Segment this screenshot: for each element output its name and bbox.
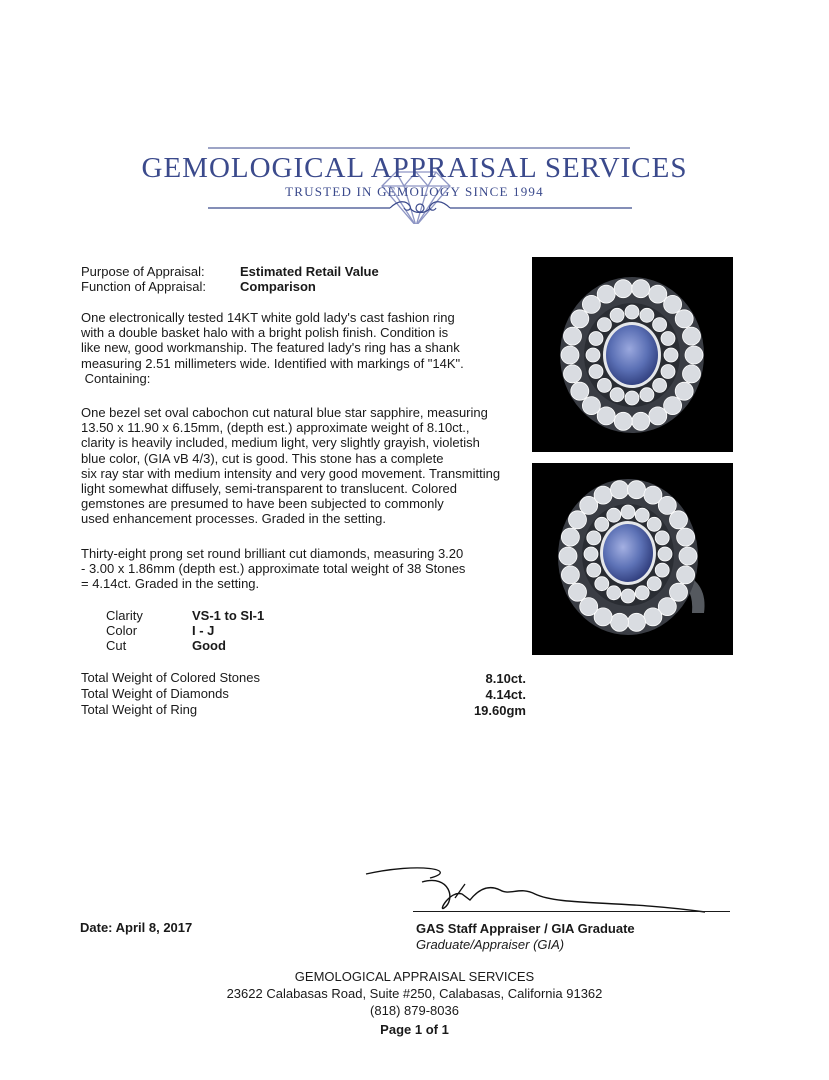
purpose-value: Estimated Retail Value [240,264,379,279]
halo-diamond [610,308,624,322]
halo-diamond [670,583,688,601]
halo-diamond [595,577,609,591]
halo-diamond [610,388,624,402]
ring-photo-top-view [532,257,733,452]
total-label: Total Weight of Colored Stones [81,670,260,685]
halo-diamond [655,531,669,545]
halo-diamond [658,496,676,514]
halo-diamond [670,511,688,529]
grade-label: Clarity [106,608,143,623]
halo-diamond [635,508,649,522]
ring-angled-view-image [532,463,733,655]
grade-value: I - J [192,623,215,638]
footer-phone: (818) 879-8036 [370,1003,459,1018]
halo-diamond [614,412,632,430]
halo-diamond [632,280,650,298]
halo-diamond [611,613,629,631]
halo-diamond [584,547,598,561]
halo-diamond [644,608,662,626]
total-value: 19.60gm [473,703,526,718]
halo-diamond [607,586,621,600]
signature-line [413,911,730,912]
halo-diamond [653,378,667,392]
halo-diamond [614,280,632,298]
halo-diamond [655,563,669,577]
halo-diamond [675,310,693,328]
halo-diamond [580,598,598,616]
halo-diamond [649,407,667,425]
halo-diamond [597,285,615,303]
halo-diamond [677,566,695,584]
halo-diamond [661,332,675,346]
halo-diamond [647,517,661,531]
company-name: GEMOLOGICAL APPRAISAL SERVICES [141,152,688,184]
grade-value: VS-1 to SI-1 [192,608,265,623]
sapphire-description: One bezel set oval cabochon cut natural blue star sapphire, measuring 13.50 x 11.90 x 6.15mm, (depth est.) approximate weight of 8.10ct., clarity is heavily included, medium light, very slightly grayish, violetish blue color, (GIA vB 4/3), cut is good. This stone has a complete six ray star with medium intensity and very good movement. Transmitting light somewhat diffusely, semi-transparent to translucent. Colored gemstones are presumed to have been subjected to commonly used enhancement processes. Graded in the setting. [81,405,501,527]
halo-diamond [653,318,667,332]
halo-diamond [635,586,649,600]
halo-diamond [621,505,635,519]
appraisal-date: Date: April 8, 2017 [80,920,193,935]
halo-diamond [594,486,612,504]
total-value: 8.10ct. [485,671,526,686]
halo-diamond [564,365,582,383]
scroll-ornament-icon [390,202,450,213]
halo-diamond [582,397,600,415]
halo-diamond [628,481,646,499]
halo-diamond [625,305,639,319]
halo-diamond [683,365,701,383]
company-tagline: TRUSTED IN GEMOLOGY SINCE 1994 [285,184,544,199]
halo-diamond [640,388,654,402]
appraiser-title: GAS Staff Appraiser / GIA Graduate [416,921,635,936]
halo-diamond [661,365,675,379]
halo-diamond [561,346,579,364]
halo-diamond [569,583,587,601]
function-value: Comparison [240,279,316,294]
ring-top-view-image [532,257,733,452]
halo-diamond [683,327,701,345]
total-label: Total Weight of Diamonds [81,686,229,701]
diamonds-description: Thirty-eight prong set round brilliant cut diamonds, measuring 3.20 - 3.00 x 1.86mm (depth est.) approximate total weight of 38 Stones = 4.14ct. Graded in the setting. [81,546,466,592]
halo-diamond [571,310,589,328]
halo-diamond [677,528,695,546]
footer-company: GEMOLOGICAL APPRAISAL SERVICES [294,969,535,984]
halo-diamond [561,528,579,546]
halo-diamond [587,531,601,545]
halo-diamond [589,365,603,379]
halo-diamond [675,382,693,400]
halo-diamond [595,517,609,531]
total-label: Total Weight of Ring [81,702,198,717]
halo-diamond [569,511,587,529]
grade-value: Good [192,638,226,653]
appraiser-subtitle: Graduate/Appraiser (GIA) [416,937,565,952]
halo-diamond [607,508,621,522]
ring-description: One electronically tested 14KT white gold lady's cast fashion ring with a double basket halo with a bright polish finish. Condition is like new, good workmanship. The featured lady's ring has a shank measuring 2.51 millimeters wide. Identified with markings of "14K". Containing: [81,310,464,386]
halo-diamond [632,412,650,430]
halo-diamond [561,566,579,584]
halo-diamond [571,382,589,400]
grade-label: Cut [106,638,127,653]
halo-diamond [658,547,672,561]
halo-diamond [664,348,678,362]
total-value: 4.14ct. [485,687,526,702]
halo-diamond [559,547,577,565]
purpose-label: Purpose of Appraisal: [81,264,205,279]
halo-diamond [597,318,611,332]
halo-diamond [564,327,582,345]
function-label: Function of Appraisal: [81,279,207,294]
halo-diamond [625,391,639,405]
halo-diamond [587,563,601,577]
halo-diamond [647,577,661,591]
grade-label: Color [106,623,138,638]
halo-diamond [586,348,600,362]
appraiser-signature [360,860,740,916]
halo-diamond [621,589,635,603]
halo-diamond [664,295,682,313]
page-number: Page 1 of 1 [380,1022,449,1037]
halo-diamond [611,481,629,499]
ring-photo-angled-view [532,463,733,655]
footer-address: 23622 Calabasas Road, Suite #250, Calabasas, California 91362 [226,986,603,1001]
halo-diamond [589,332,603,346]
halo-diamond [640,308,654,322]
halo-diamond [679,547,697,565]
halo-diamond [597,378,611,392]
header-bottom-rule [200,196,640,220]
halo-diamond [685,346,703,364]
halo-diamond [628,613,646,631]
